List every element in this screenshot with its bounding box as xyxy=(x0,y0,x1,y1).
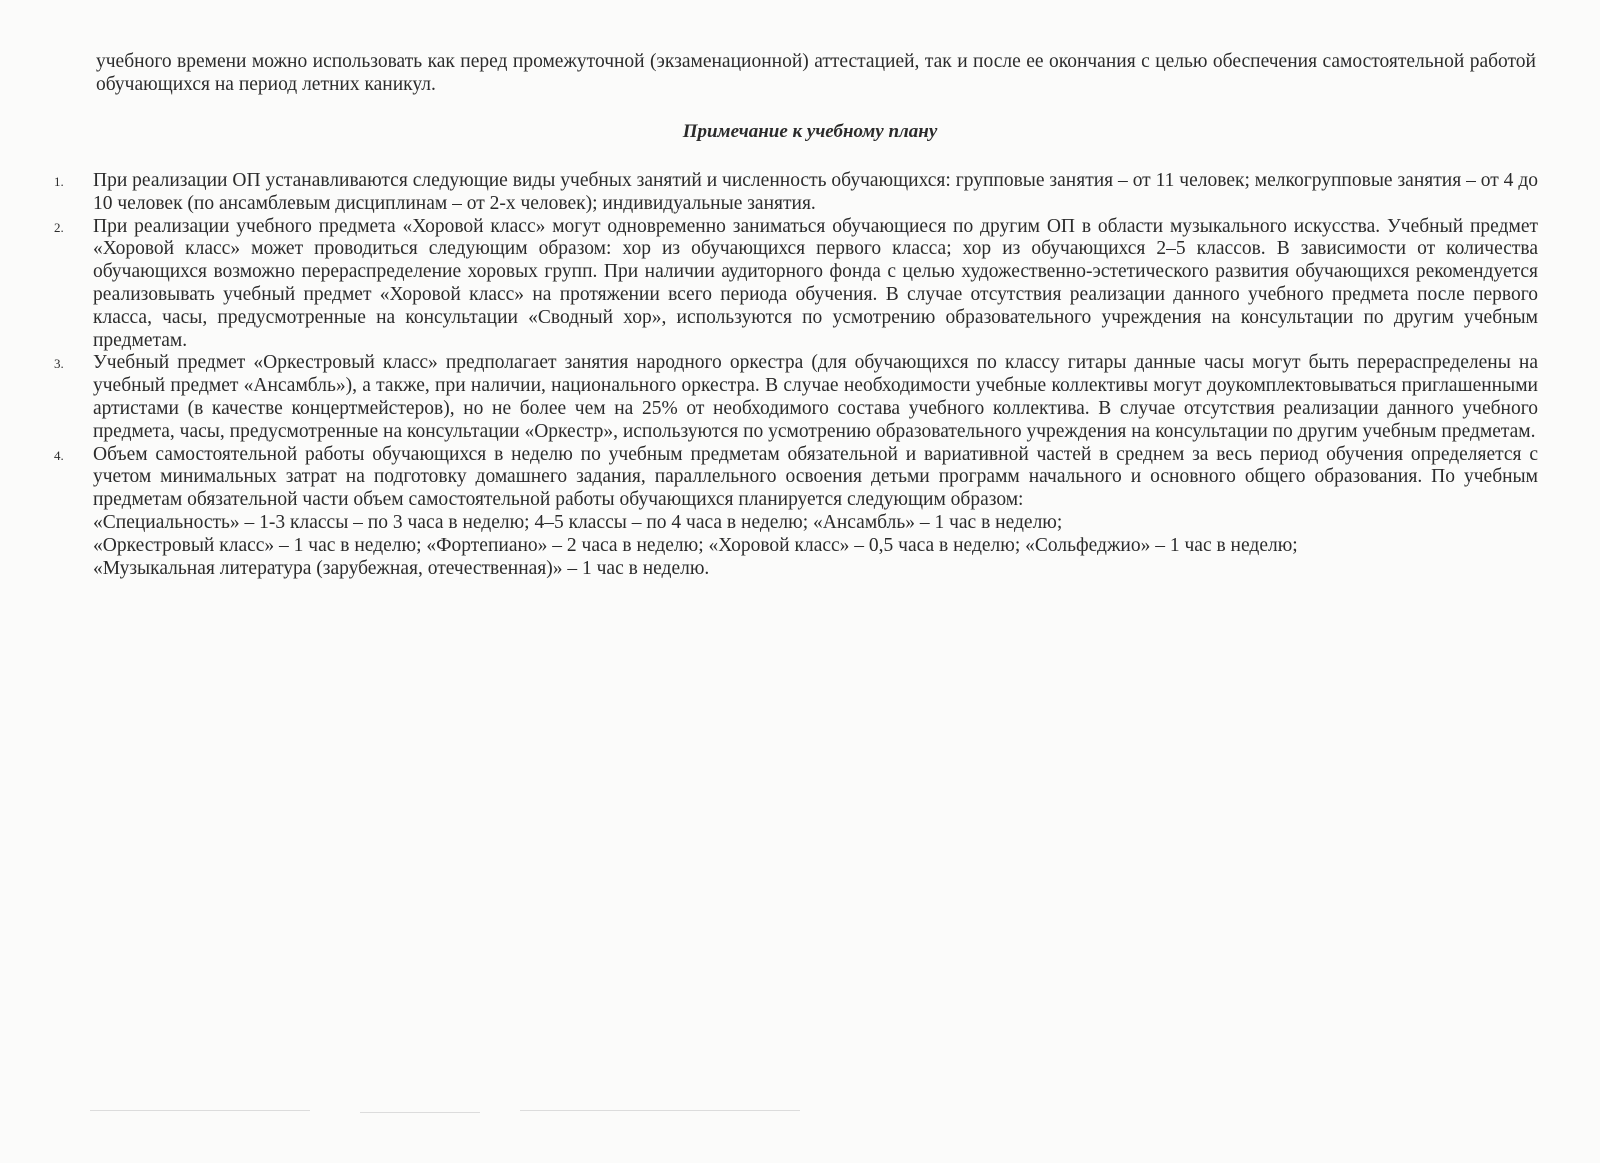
note-number: 2. xyxy=(54,219,64,235)
note-number: 1. xyxy=(54,174,64,189)
note-text: При реализации учебного предмета «Хоровой класс» могут одновременно заниматься обучающиеся по другим ОП в области музыкального искусства. Учебный предмет «Хоровой класс» может проводиться следующим образом: хор из обучающихся первого класса; хор из обучающихся 2–5 классов. В зависимости от количества обучающихся возможно перераспределение хоровых групп. При наличии аудиторного фонда с целью художественно-эстетического развития обучающихся рекомендуется реализовывать учебный предмет «Хоровой класс» на протяжении всего периода обучения. В случае отсутствия реализации данного учебного предмета после первого класса, часы, предусмотренные на консультации «Сводный хор», используются по усмотрению образовательного учреждения на консультации по другим учебным предметам. xyxy=(93,215,1538,351)
note-item-1 xyxy=(48,170,1538,216)
note-item-3 xyxy=(48,352,1538,443)
scan-artifact xyxy=(360,1112,480,1113)
intro-paragraph xyxy=(96,50,1536,96)
intro-text: учебного времени можно использовать как перед промежуточной (экзаменационной) аттестацией, так и после ее окончания с целью обеспечения самостоятельной работой обучающихся на период летних каникул. xyxy=(96,51,1536,95)
note-item-4 xyxy=(48,444,1538,581)
note-number: 3. xyxy=(54,356,64,372)
scan-artifact xyxy=(520,1110,800,1111)
notes-list xyxy=(48,170,1538,580)
note-text: Учебный предмет «Оркестровый класс» предполагает занятия народного оркестра (для обучающихся по классу гитары данные часы могут быть перераспределены на учебный предмет «Ансамбль»), а также, при наличии, национального оркестра. В случае необходимости учебные коллективы могут доукомплектовываться приглашенными артистами (в качестве концертмейстеров), но не более чем на 25% от необходимого состава учебного коллектива. В случае отсутствия реализации данного учебного предмета, часы, предусмотренные на консультации «Оркестр», используются по усмотрению образовательного учреждения на консультации по другим учебным предметам. xyxy=(93,352,1538,442)
section-heading: Примечание к учебному плану xyxy=(682,121,938,142)
note-text: При реализации ОП устанавливаются следующие виды учебных занятий и численность обучающихся: групповые занятия – от 11 человек; мелкогрупповые занятия – от 4 до 10 человек (по ансамблевым дисциплинам – от 2-х человек); индивидуальные занятия. xyxy=(93,170,1538,214)
workload-line: «Специальность» – 1-3 классы – по 3 часа в неделю; 4–5 классы – по 4 часа в неделю; «Ансамбль» – 1 час в неделю; xyxy=(93,511,1063,533)
workload-line: «Оркестровый класс» – 1 час в неделю; «Фортепиано» – 2 часа в неделю; «Хоровой класс» – 0,5 часа в неделю; «Сольфеджио» – 1 час в неделю; xyxy=(93,534,1298,556)
workload-line: «Музыкальная литература (зарубежная, отечественная)» – 1 час в неделю. xyxy=(93,557,710,579)
scan-artifact xyxy=(90,1110,310,1111)
note-text: Объем самостоятельной работы обучающихся в неделю по учебным предметам обязательной и вариативной частей в среднем за весь период обучения определяется с учетом минимальных затрат на подготовку домашнего задания, параллельного освоения детьми программ начального и основного общего образования. По учебным предметам обязательной части объем самостоятельной работы обучающихся планируется следующим образом: xyxy=(93,443,1538,511)
note-number: 4. xyxy=(54,447,64,463)
note-item-2 xyxy=(48,216,1538,353)
